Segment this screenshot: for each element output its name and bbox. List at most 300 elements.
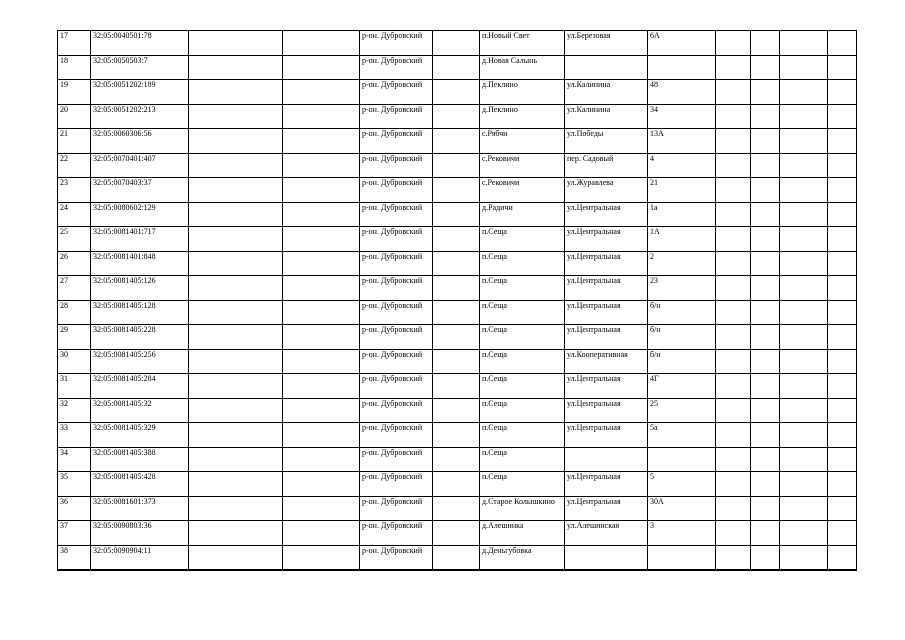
- cadastral-number-cell: 32:05:0081405:126: [91, 276, 189, 301]
- cadastral-number-cell: 32:05:0070401:407: [91, 153, 189, 178]
- empty-cell: [780, 104, 828, 129]
- empty-cell: [433, 227, 480, 252]
- house-number-cell: 4Г: [648, 374, 716, 399]
- locality-cell: п.Сеща: [480, 227, 565, 252]
- empty-cell: [780, 80, 828, 105]
- house-number-cell: 23: [648, 276, 716, 301]
- table-row: [58, 398, 857, 423]
- locality-cell: п.Сеща: [480, 423, 565, 448]
- district-cell: р-он. Дубровский: [360, 202, 433, 227]
- empty-cell: [828, 300, 857, 325]
- empty-cell: [433, 153, 480, 178]
- empty-cell: [828, 202, 857, 227]
- street-cell: ул.Центральная: [565, 251, 648, 276]
- table-row: [58, 300, 857, 325]
- row-number-cell: 19: [58, 80, 91, 105]
- empty-cell: [751, 104, 780, 129]
- street-cell: ул.Калинина: [565, 104, 648, 129]
- district-cell: р-он. Дубровский: [360, 178, 433, 203]
- table-row: [58, 202, 857, 227]
- cadastral-number-cell: 32:05:0040501:78: [91, 31, 189, 56]
- empty-cell: [716, 202, 751, 227]
- empty-cell: [780, 423, 828, 448]
- row-number-cell: 35: [58, 472, 91, 497]
- cadastral-number-cell: 32:05:0060306:56: [91, 129, 189, 154]
- empty-cell: [716, 153, 751, 178]
- empty-cell: [716, 545, 751, 570]
- district-cell: р-он. Дубровский: [360, 31, 433, 56]
- empty-cell: [189, 178, 283, 203]
- empty-cell: [283, 55, 360, 80]
- cadastral-number-cell: 32:05:0070403:37: [91, 178, 189, 203]
- empty-cell: [828, 276, 857, 301]
- district-cell: р-он. Дубровский: [360, 423, 433, 448]
- district-cell: р-он. Дубровский: [360, 300, 433, 325]
- empty-cell: [751, 178, 780, 203]
- empty-cell: [716, 374, 751, 399]
- locality-cell: д.Деньгубовка: [480, 545, 565, 570]
- district-cell: р-он. Дубровский: [360, 496, 433, 521]
- table-row: [58, 423, 857, 448]
- cadastral-number-cell: 32:05:0050503:7: [91, 55, 189, 80]
- row-number-cell: 26: [58, 251, 91, 276]
- empty-cell: [189, 496, 283, 521]
- empty-cell: [283, 447, 360, 472]
- empty-cell: [751, 472, 780, 497]
- house-number-cell: [648, 447, 716, 472]
- empty-cell: [828, 521, 857, 546]
- cadastral-number-cell: 32:05:0081405:256: [91, 349, 189, 374]
- table-row: [58, 276, 857, 301]
- empty-cell: [751, 374, 780, 399]
- empty-cell: [828, 227, 857, 252]
- row-number-cell: 27: [58, 276, 91, 301]
- table-row: [58, 521, 857, 546]
- empty-cell: [751, 300, 780, 325]
- empty-cell: [751, 227, 780, 252]
- locality-cell: с.Рябчи: [480, 129, 565, 154]
- empty-cell: [283, 153, 360, 178]
- house-number-cell: 6А: [648, 31, 716, 56]
- empty-cell: [780, 398, 828, 423]
- cadastral-number-cell: 32:05:0090803:36: [91, 521, 189, 546]
- district-cell: р-он. Дубровский: [360, 129, 433, 154]
- empty-cell: [828, 447, 857, 472]
- empty-cell: [716, 251, 751, 276]
- empty-cell: [189, 423, 283, 448]
- street-cell: [565, 447, 648, 472]
- empty-cell: [751, 545, 780, 570]
- empty-cell: [189, 276, 283, 301]
- empty-cell: [283, 276, 360, 301]
- locality-cell: д.Алешинка: [480, 521, 565, 546]
- house-number-cell: б/н: [648, 300, 716, 325]
- empty-cell: [189, 153, 283, 178]
- empty-cell: [433, 178, 480, 203]
- district-cell: р-он. Дубровский: [360, 349, 433, 374]
- empty-cell: [189, 472, 283, 497]
- cadastral-number-cell: 32:05:0081601:373: [91, 496, 189, 521]
- empty-cell: [780, 31, 828, 56]
- empty-cell: [189, 300, 283, 325]
- empty-cell: [751, 521, 780, 546]
- empty-cell: [751, 153, 780, 178]
- cadastral-number-cell: 32:05:0051202:213: [91, 104, 189, 129]
- empty-cell: [716, 178, 751, 203]
- cadastral-number-cell: 32:05:0081405:32: [91, 398, 189, 423]
- empty-cell: [189, 447, 283, 472]
- row-number-cell: 33: [58, 423, 91, 448]
- empty-cell: [189, 31, 283, 56]
- table-row: [58, 472, 857, 497]
- empty-cell: [716, 349, 751, 374]
- empty-cell: [716, 55, 751, 80]
- cadastral-number-cell: 32:05:0080602:129: [91, 202, 189, 227]
- empty-cell: [433, 202, 480, 227]
- empty-cell: [283, 202, 360, 227]
- locality-cell: д.Пеклино: [480, 80, 565, 105]
- empty-cell: [716, 472, 751, 497]
- empty-cell: [283, 521, 360, 546]
- registry-table: [57, 30, 857, 571]
- house-number-cell: б/н: [648, 325, 716, 350]
- house-number-cell: 34: [648, 104, 716, 129]
- empty-cell: [716, 447, 751, 472]
- table-row: [58, 496, 857, 521]
- empty-cell: [189, 349, 283, 374]
- row-number-cell: 24: [58, 202, 91, 227]
- street-cell: ул.Победы: [565, 129, 648, 154]
- empty-cell: [780, 55, 828, 80]
- house-number-cell: 21: [648, 178, 716, 203]
- row-number-cell: 28: [58, 300, 91, 325]
- empty-cell: [716, 325, 751, 350]
- street-cell: ул.Березовая: [565, 31, 648, 56]
- empty-cell: [433, 398, 480, 423]
- empty-cell: [716, 129, 751, 154]
- empty-cell: [283, 178, 360, 203]
- empty-cell: [751, 423, 780, 448]
- empty-cell: [780, 325, 828, 350]
- empty-cell: [751, 251, 780, 276]
- row-number-cell: 38: [58, 545, 91, 570]
- empty-cell: [828, 104, 857, 129]
- empty-cell: [433, 276, 480, 301]
- empty-cell: [828, 55, 857, 80]
- empty-cell: [283, 31, 360, 56]
- table-row: [58, 104, 857, 129]
- district-cell: р-он. Дубровский: [360, 545, 433, 570]
- house-number-cell: 30А: [648, 496, 716, 521]
- district-cell: р-он. Дубровский: [360, 227, 433, 252]
- row-number-cell: 37: [58, 521, 91, 546]
- locality-cell: п.Сеща: [480, 472, 565, 497]
- district-cell: р-он. Дубровский: [360, 276, 433, 301]
- house-number-cell: 25: [648, 398, 716, 423]
- empty-cell: [189, 227, 283, 252]
- house-number-cell: [648, 55, 716, 80]
- empty-cell: [828, 545, 857, 570]
- empty-cell: [751, 398, 780, 423]
- district-cell: р-он. Дубровский: [360, 104, 433, 129]
- empty-cell: [283, 398, 360, 423]
- empty-cell: [751, 80, 780, 105]
- empty-cell: [751, 129, 780, 154]
- empty-cell: [189, 55, 283, 80]
- empty-cell: [189, 545, 283, 570]
- empty-cell: [751, 325, 780, 350]
- locality-cell: д.Старое Колышкино: [480, 496, 565, 521]
- street-cell: ул.Центральная: [565, 300, 648, 325]
- empty-cell: [751, 349, 780, 374]
- house-number-cell: 4: [648, 153, 716, 178]
- empty-cell: [828, 325, 857, 350]
- empty-cell: [716, 423, 751, 448]
- house-number-cell: 1а: [648, 202, 716, 227]
- empty-cell: [283, 300, 360, 325]
- empty-cell: [189, 129, 283, 154]
- empty-cell: [433, 325, 480, 350]
- district-cell: р-он. Дубровский: [360, 153, 433, 178]
- empty-cell: [828, 398, 857, 423]
- cadastral-number-cell: 32:05:0081405:428: [91, 472, 189, 497]
- empty-cell: [433, 447, 480, 472]
- cadastral-number-cell: 32:05:0081401:717: [91, 227, 189, 252]
- empty-cell: [283, 545, 360, 570]
- street-cell: ул.Центральная: [565, 374, 648, 399]
- street-cell: ул.Кооперативная: [565, 349, 648, 374]
- table-row: [58, 545, 857, 570]
- locality-cell: с.Рековичи: [480, 178, 565, 203]
- empty-cell: [780, 472, 828, 497]
- empty-cell: [433, 251, 480, 276]
- empty-cell: [828, 374, 857, 399]
- locality-cell: п.Сеща: [480, 251, 565, 276]
- empty-cell: [433, 349, 480, 374]
- locality-cell: п.Сеща: [480, 300, 565, 325]
- street-cell: ул.Центральная: [565, 496, 648, 521]
- locality-cell: д.Радичи: [480, 202, 565, 227]
- table-row: [58, 349, 857, 374]
- locality-cell: п.Сеща: [480, 447, 565, 472]
- row-number-cell: 23: [58, 178, 91, 203]
- table-row: [58, 374, 857, 399]
- empty-cell: [828, 472, 857, 497]
- empty-cell: [828, 349, 857, 374]
- district-cell: р-он. Дубровский: [360, 80, 433, 105]
- district-cell: р-он. Дубровский: [360, 325, 433, 350]
- empty-cell: [283, 325, 360, 350]
- row-number-cell: 31: [58, 374, 91, 399]
- cadastral-number-cell: 32:05:0081405:329: [91, 423, 189, 448]
- empty-cell: [433, 521, 480, 546]
- row-number-cell: 20: [58, 104, 91, 129]
- empty-cell: [189, 521, 283, 546]
- empty-cell: [780, 349, 828, 374]
- empty-cell: [283, 80, 360, 105]
- street-cell: [565, 545, 648, 570]
- row-number-cell: 22: [58, 153, 91, 178]
- empty-cell: [780, 276, 828, 301]
- empty-cell: [189, 104, 283, 129]
- registry-table-body: [58, 31, 857, 571]
- table-row: [58, 325, 857, 350]
- table-row: [58, 251, 857, 276]
- empty-cell: [433, 55, 480, 80]
- row-number-cell: 21: [58, 129, 91, 154]
- empty-cell: [780, 300, 828, 325]
- street-cell: [565, 55, 648, 80]
- locality-cell: п.Сеща: [480, 349, 565, 374]
- street-cell: ул.Алешинская: [565, 521, 648, 546]
- empty-cell: [780, 227, 828, 252]
- locality-cell: п.Сеща: [480, 398, 565, 423]
- empty-cell: [828, 153, 857, 178]
- empty-cell: [283, 423, 360, 448]
- empty-cell: [283, 349, 360, 374]
- empty-cell: [828, 251, 857, 276]
- empty-cell: [751, 31, 780, 56]
- cadastral-number-cell: 32:05:0081405:284: [91, 374, 189, 399]
- empty-cell: [283, 129, 360, 154]
- street-cell: ул.Центральная: [565, 398, 648, 423]
- table-row: [58, 227, 857, 252]
- empty-cell: [433, 80, 480, 105]
- district-cell: р-он. Дубровский: [360, 447, 433, 472]
- cadastral-number-cell: 32:05:0081405:228: [91, 325, 189, 350]
- empty-cell: [283, 251, 360, 276]
- table-row: [58, 129, 857, 154]
- empty-cell: [751, 496, 780, 521]
- empty-cell: [716, 398, 751, 423]
- empty-cell: [751, 202, 780, 227]
- house-number-cell: 13А: [648, 129, 716, 154]
- empty-cell: [283, 374, 360, 399]
- empty-cell: [780, 545, 828, 570]
- empty-cell: [433, 423, 480, 448]
- empty-cell: [716, 227, 751, 252]
- row-number-cell: 18: [58, 55, 91, 80]
- empty-cell: [780, 496, 828, 521]
- empty-cell: [780, 251, 828, 276]
- house-number-cell: 2: [648, 251, 716, 276]
- house-number-cell: 3: [648, 521, 716, 546]
- district-cell: р-он. Дубровский: [360, 472, 433, 497]
- row-number-cell: 34: [58, 447, 91, 472]
- locality-cell: п.Сеща: [480, 374, 565, 399]
- empty-cell: [716, 276, 751, 301]
- empty-cell: [828, 178, 857, 203]
- empty-cell: [433, 300, 480, 325]
- empty-cell: [716, 31, 751, 56]
- cadastral-number-cell: 32:05:0081405:388: [91, 447, 189, 472]
- street-cell: ул.Центральная: [565, 202, 648, 227]
- house-number-cell: 1А: [648, 227, 716, 252]
- house-number-cell: 48: [648, 80, 716, 105]
- cadastral-number-cell: 32:05:0090904:11: [91, 545, 189, 570]
- empty-cell: [828, 496, 857, 521]
- table-row: [58, 178, 857, 203]
- empty-cell: [716, 300, 751, 325]
- street-cell: ул.Центральная: [565, 325, 648, 350]
- empty-cell: [751, 55, 780, 80]
- empty-cell: [780, 178, 828, 203]
- empty-cell: [189, 80, 283, 105]
- street-cell: ул.Центральная: [565, 276, 648, 301]
- empty-cell: [283, 496, 360, 521]
- table-row: [58, 153, 857, 178]
- district-cell: р-он. Дубровский: [360, 55, 433, 80]
- empty-cell: [189, 374, 283, 399]
- empty-cell: [283, 104, 360, 129]
- row-number-cell: 30: [58, 349, 91, 374]
- empty-cell: [828, 423, 857, 448]
- empty-cell: [433, 104, 480, 129]
- empty-cell: [189, 202, 283, 227]
- locality-cell: п.Сеща: [480, 276, 565, 301]
- district-cell: р-он. Дубровский: [360, 251, 433, 276]
- house-number-cell: [648, 545, 716, 570]
- street-cell: ул.Центральная: [565, 472, 648, 497]
- row-number-cell: 29: [58, 325, 91, 350]
- street-cell: пер. Садовый: [565, 153, 648, 178]
- district-cell: р-он. Дубровский: [360, 374, 433, 399]
- table-row: [58, 447, 857, 472]
- empty-cell: [189, 251, 283, 276]
- empty-cell: [828, 31, 857, 56]
- empty-cell: [189, 325, 283, 350]
- row-number-cell: 36: [58, 496, 91, 521]
- empty-cell: [283, 472, 360, 497]
- table-row: [58, 31, 857, 56]
- cadastral-number-cell: 32:05:0081401:848: [91, 251, 189, 276]
- district-cell: р-он. Дубровский: [360, 398, 433, 423]
- empty-cell: [433, 31, 480, 56]
- empty-cell: [433, 496, 480, 521]
- district-cell: р-он. Дубровский: [360, 521, 433, 546]
- house-number-cell: 5а: [648, 423, 716, 448]
- empty-cell: [716, 104, 751, 129]
- empty-cell: [433, 472, 480, 497]
- street-cell: ул.Журавлева: [565, 178, 648, 203]
- locality-cell: п.Новый Свет: [480, 31, 565, 56]
- empty-cell: [751, 276, 780, 301]
- street-cell: ул.Центральная: [565, 423, 648, 448]
- empty-cell: [433, 545, 480, 570]
- empty-cell: [716, 80, 751, 105]
- locality-cell: д.Пеклино: [480, 104, 565, 129]
- row-number-cell: 17: [58, 31, 91, 56]
- empty-cell: [780, 447, 828, 472]
- street-cell: ул.Калинина: [565, 80, 648, 105]
- cadastral-number-cell: 32:05:0081405:128: [91, 300, 189, 325]
- empty-cell: [780, 202, 828, 227]
- empty-cell: [751, 447, 780, 472]
- empty-cell: [828, 80, 857, 105]
- empty-cell: [828, 129, 857, 154]
- house-number-cell: 5: [648, 472, 716, 497]
- empty-cell: [283, 227, 360, 252]
- locality-cell: д.Новая Салынь: [480, 55, 565, 80]
- empty-cell: [780, 153, 828, 178]
- cadastral-number-cell: 32:05:0051202:189: [91, 80, 189, 105]
- table-row: [58, 55, 857, 80]
- street-cell: ул.Центральная: [565, 227, 648, 252]
- empty-cell: [780, 521, 828, 546]
- empty-cell: [433, 374, 480, 399]
- row-number-cell: 25: [58, 227, 91, 252]
- locality-cell: п.Сеща: [480, 325, 565, 350]
